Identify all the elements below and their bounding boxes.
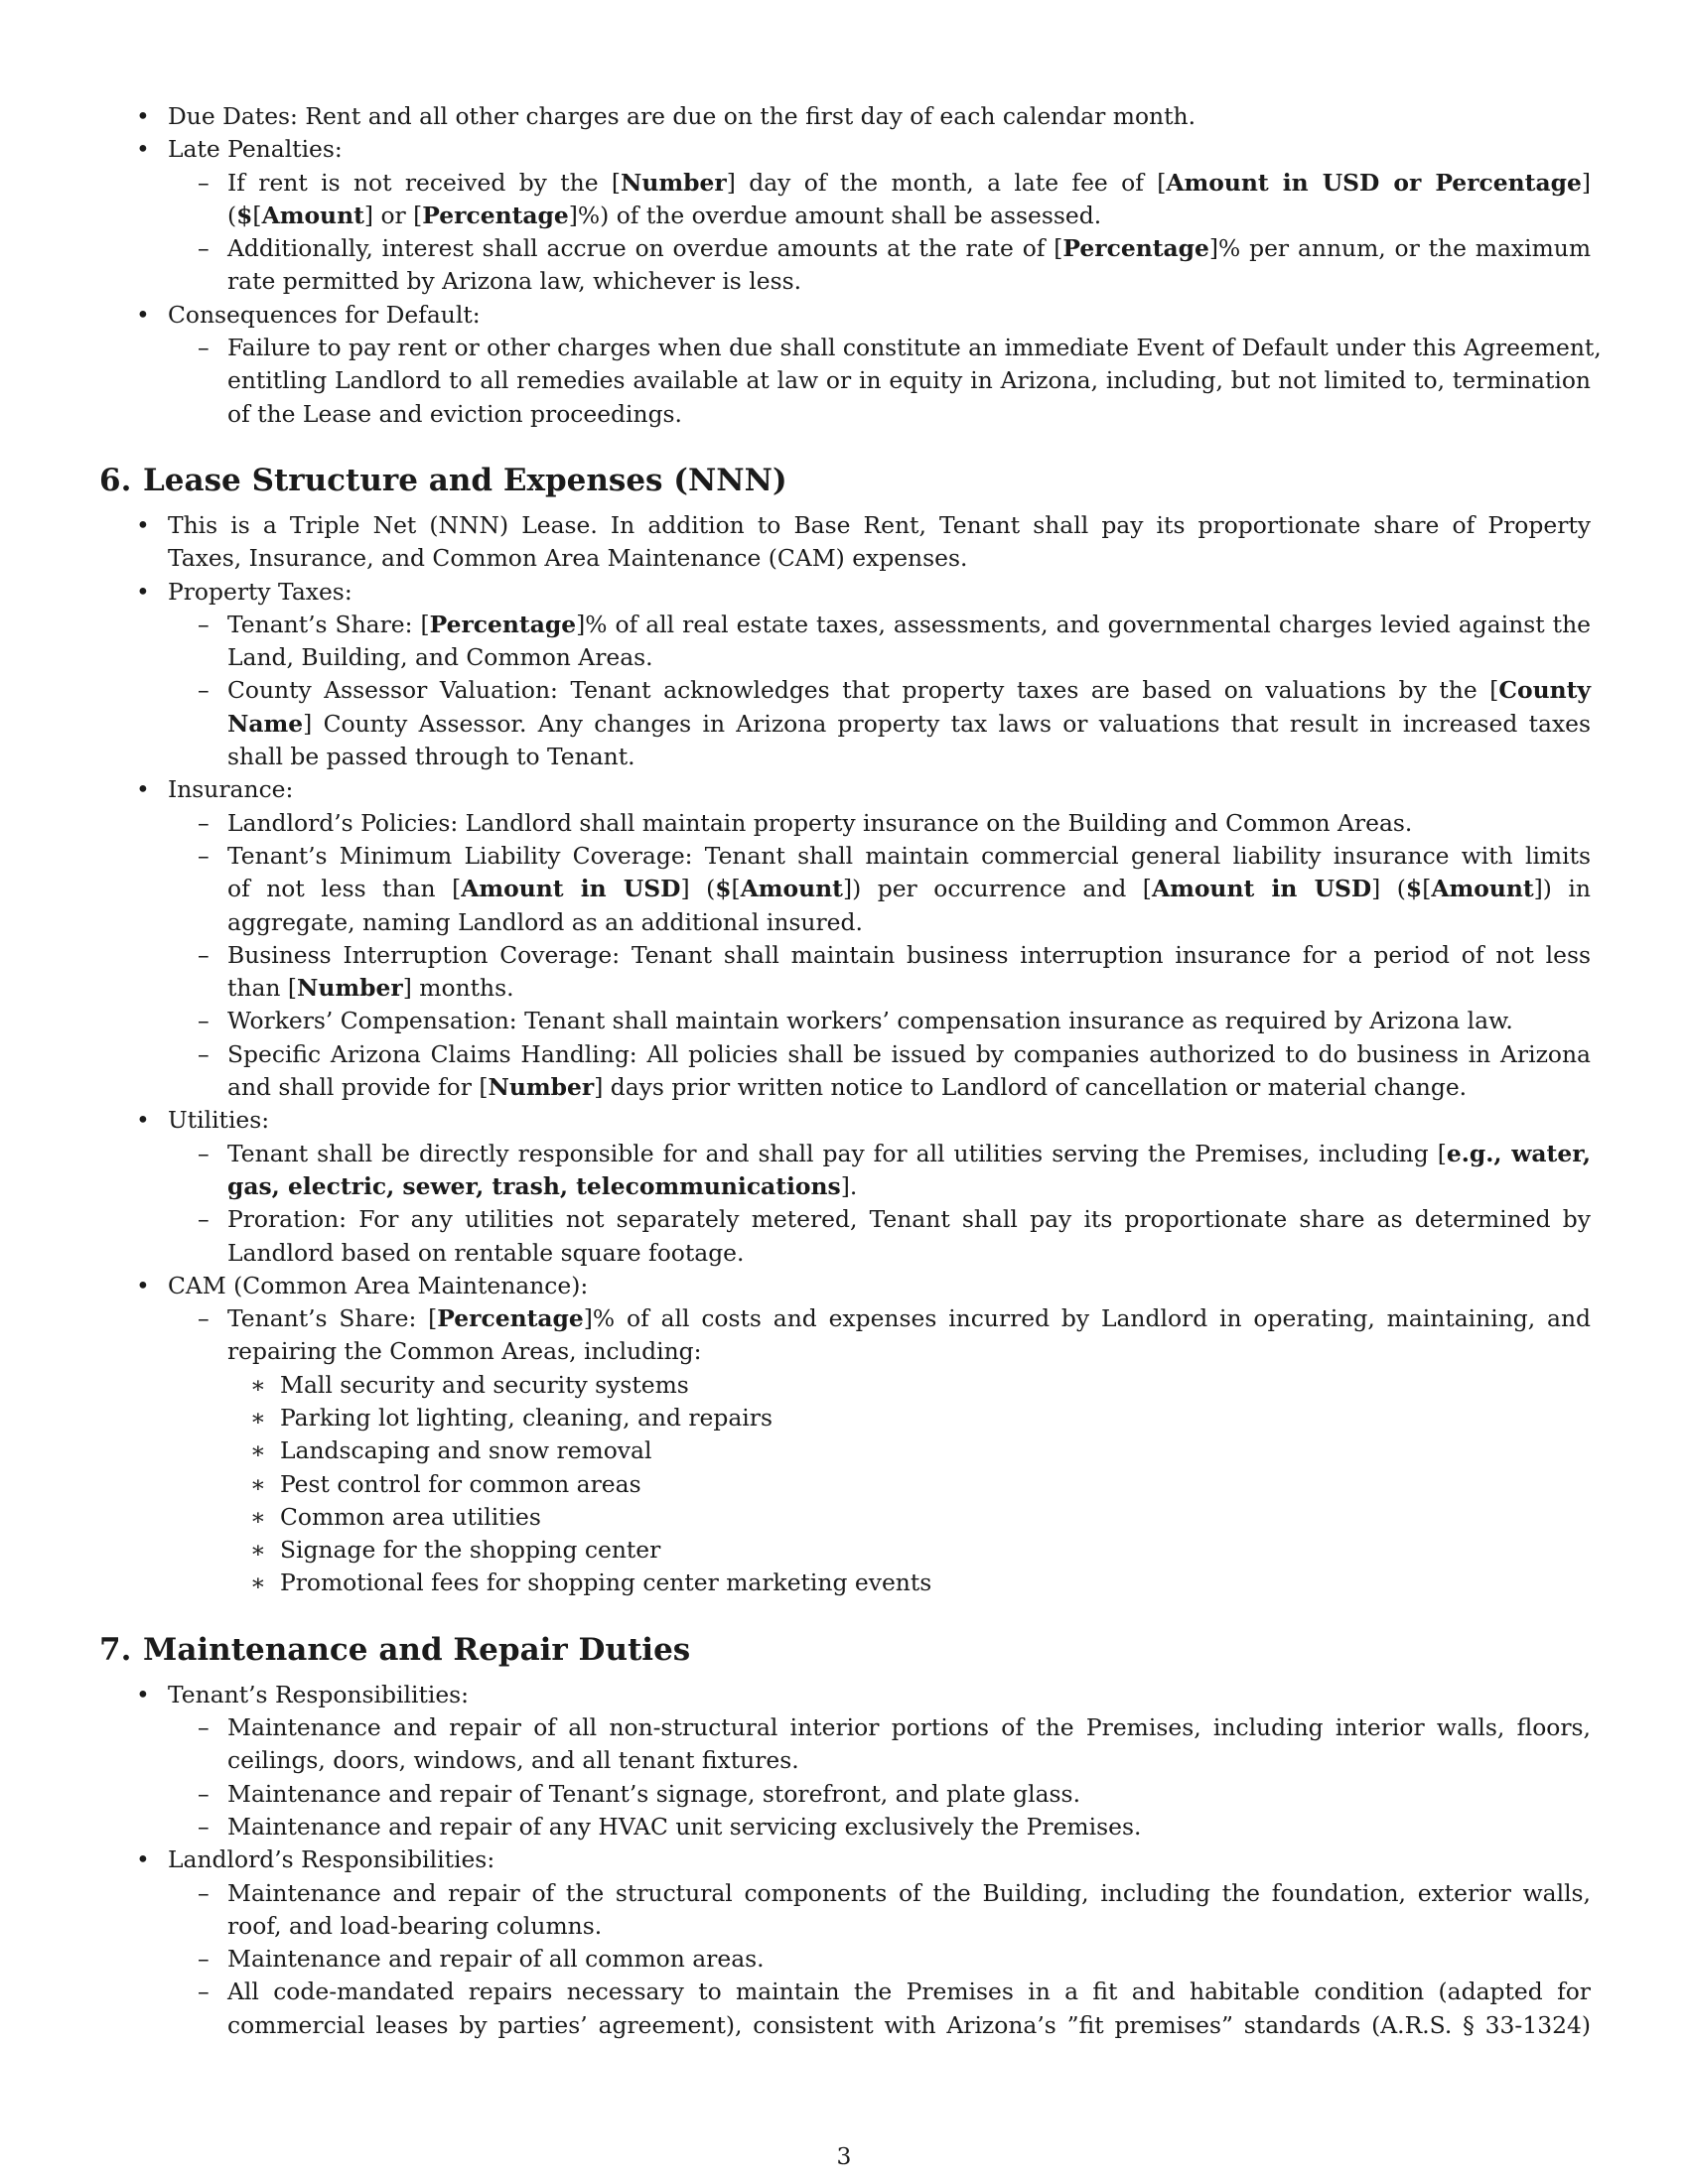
text-run: Maintenance and repair of all common areas.	[227, 1945, 765, 1974]
bullet-marker: •	[136, 1845, 150, 1874]
text-run: shall be passed through to Tenant.	[227, 743, 635, 771]
placeholder-field: County	[1498, 676, 1591, 705]
list-item-landlord-resp	[99, 1843, 1591, 1876]
text-run: This is a Triple Net (NNN) Lease. In addition to Base Rent, Tenant shall pay its proportionate share of Property	[168, 510, 1591, 539]
dash-marker: –	[198, 841, 210, 870]
text-run: (	[227, 201, 237, 229]
section-7-heading	[99, 1630, 1591, 1670]
star-marker: ∗	[250, 1536, 266, 1565]
text-run: ] (	[1371, 875, 1406, 903]
bullet-marker: •	[136, 775, 150, 804]
text-run: Due Dates: Rent and all other charges are due on the first day of each calendar month.	[168, 102, 1196, 130]
text-run: commercial leases by parties’ agreement), consistent with Arizona’s ”fit premises” standards (A.R.S. § 33-1324)	[227, 2010, 1591, 2039]
text-run: Failure to pay rent or other charges when due shall constitute an immediate Event of Default under this Agreement,	[227, 334, 1602, 362]
list-item-continuation	[99, 873, 1591, 905]
text-run: Common area utilities	[280, 1502, 541, 1531]
list-item-property-taxes	[99, 576, 1591, 609]
text-run: aggregate, naming Landlord as an additional insured.	[227, 907, 863, 936]
list-item-liability	[99, 840, 1591, 873]
text-run: roof, and load-bearing columns.	[227, 1911, 603, 1940]
dash-marker: –	[198, 1945, 210, 1974]
text-run: Specific Arizona Claims Handling: All policies shall be issued by companies authorized to do business in Arizona	[227, 1039, 1591, 1068]
list-item-continuation	[99, 1071, 1591, 1104]
list-item-continuation	[99, 972, 1591, 1005]
placeholder-field: Number	[297, 974, 403, 1003]
star-marker: ∗	[250, 1403, 266, 1432]
list-item-continuation	[99, 2009, 1591, 2042]
bullet-marker: •	[136, 510, 150, 539]
text-run: ].	[840, 1171, 858, 1200]
list-item-tenant-interior	[99, 1711, 1591, 1744]
star-marker: ∗	[250, 1436, 266, 1465]
list-item-continuation	[99, 1910, 1591, 1943]
text-run: ] day of the month, a late fee of [	[726, 168, 1167, 197]
dash-marker: –	[198, 1205, 210, 1234]
text-run: Maintenance and repair of any HVAC unit servicing exclusively the Premises.	[227, 1812, 1142, 1841]
text-run: ]% of all costs and expenses incurred by Landlord in operating, maintaining, and	[583, 1304, 1591, 1333]
placeholder-field: Percentage	[429, 610, 577, 638]
list-item-tenant-hvac	[99, 1811, 1591, 1843]
text-run: and shall provide for [	[227, 1073, 489, 1102]
list-item-continuation	[99, 398, 1591, 431]
section-number: 7.	[99, 1631, 132, 1668]
text-run: ]) in	[1533, 875, 1591, 903]
dash-marker: –	[198, 940, 210, 969]
text-run: ] or [	[363, 201, 423, 229]
placeholder-field: Number	[621, 168, 727, 197]
page-content	[99, 100, 1602, 2042]
list-item-continuation	[99, 200, 1591, 232]
placeholder-field: Name	[227, 709, 304, 738]
text-run: Landlord based on rentable square footage.	[227, 1238, 745, 1267]
text-run: [	[1422, 875, 1432, 903]
list-item-landlord-code	[99, 1976, 1591, 2008]
text-run: Landlord’s Policies: Landlord shall maintain property insurance on the Building and Common Areas.	[227, 808, 1413, 837]
text-run: ]% per annum, or the maximum	[1208, 234, 1592, 263]
text-run: Promotional fees for shopping center marketing events	[280, 1569, 932, 1597]
list-item-cam-share	[99, 1302, 1591, 1335]
list-item-due-dates	[99, 100, 1591, 133]
dash-marker: –	[198, 1978, 210, 2006]
list-item-continuation	[99, 542, 1591, 575]
placeholder-field: gas, electric, sewer, trash, telecommunications	[227, 1171, 841, 1200]
text-run: County Assessor Valuation: Tenant acknowledges that property taxes are based on valuations by the [	[227, 676, 1499, 705]
placeholder-field: Number	[488, 1073, 595, 1102]
dash-marker: –	[198, 1304, 210, 1333]
text-run: of the Lease and eviction proceedings.	[227, 399, 682, 428]
bullet-marker: •	[136, 577, 150, 606]
list-item-landlord-structural	[99, 1877, 1591, 1910]
list-item-late-fee	[99, 167, 1591, 200]
text-run: Late Penalties:	[168, 135, 343, 164]
list-item-cam-item-6	[99, 1534, 1591, 1567]
list-item-continuation	[99, 1744, 1591, 1777]
list-item-interruption	[99, 939, 1591, 972]
text-run: ]) per occurrence and [	[842, 875, 1152, 903]
text-run: Mall security and security systems	[280, 1370, 689, 1399]
list-item-continuation	[99, 1237, 1591, 1270]
text-run: Workers’ Compensation: Tenant shall maintain workers’ compensation insurance as required by Arizona law.	[227, 1007, 1513, 1035]
list-item-continuation	[99, 641, 1591, 674]
text-run: Tenant’s Minimum Liability Coverage: Tenant shall maintain commercial general liability insurance with limits	[227, 841, 1591, 870]
list-item-landlord-policies	[99, 807, 1591, 840]
list-item-claims	[99, 1038, 1591, 1071]
text-run: Maintenance and repair of Tenant’s signage, storefront, and plate glass.	[227, 1779, 1080, 1808]
bullet-marker: •	[136, 1106, 150, 1135]
list-item-continuation	[99, 364, 1591, 397]
list-item-workers-comp	[99, 1005, 1591, 1037]
bullet-marker: •	[136, 135, 150, 164]
star-marker: ∗	[250, 1370, 266, 1399]
text-run: ] months.	[402, 974, 514, 1003]
text-run: entitling Landlord to all remedies available at law or in equity in Arizona, including, but not limited to, termination	[227, 366, 1591, 395]
list-item-continuation	[99, 906, 1591, 939]
star-marker: ∗	[250, 1502, 266, 1531]
list-item-continuation	[99, 1335, 1591, 1368]
dash-marker: –	[198, 1812, 210, 1841]
text-run: If rent is not received by the [	[227, 168, 622, 197]
text-run: ] County Assessor. Any changes in Arizona property tax laws or valuations that result in increased taxes	[303, 709, 1591, 738]
list-item-cam-item-2	[99, 1402, 1591, 1434]
section-title: Lease Structure and Expenses (NNN)	[143, 462, 787, 498]
list-item-cam-item-5	[99, 1501, 1591, 1534]
section-title: Maintenance and Repair Duties	[143, 1631, 691, 1668]
list-item-cam-item-4	[99, 1468, 1591, 1501]
text-run: [	[731, 875, 741, 903]
page-number: 3	[836, 2142, 852, 2170]
text-run: Tenant’s Responsibilities:	[168, 1680, 470, 1708]
placeholder-field: e.g., water,	[1446, 1139, 1591, 1167]
dash-marker: –	[198, 676, 210, 705]
list-item-cam-item-3	[99, 1434, 1591, 1467]
list-item-cam-item-1	[99, 1369, 1591, 1402]
list-item-cam	[99, 1270, 1591, 1302]
dash-marker: –	[198, 1039, 210, 1068]
section-number: 6.	[99, 462, 132, 498]
section-6-heading	[99, 461, 1591, 500]
dash-marker: –	[198, 334, 210, 362]
text-run: Insurance:	[168, 775, 294, 804]
list-item-assessor	[99, 674, 1591, 707]
dash-marker: –	[198, 1139, 210, 1167]
placeholder-field: Percentage	[1062, 234, 1209, 263]
list-item-default	[99, 299, 1591, 332]
placeholder-field: $	[715, 875, 732, 903]
dash-marker: –	[198, 610, 210, 638]
text-run: Landlord’s Responsibilities:	[168, 1845, 495, 1874]
text-run: Tenant’s Share: [	[227, 610, 430, 638]
text-run: repairing the Common Areas, including:	[227, 1337, 702, 1366]
placeholder-field: Amount	[740, 875, 843, 903]
text-run: Land, Building, and Common Areas.	[227, 643, 653, 672]
text-run: ] (	[680, 875, 716, 903]
bullet-marker: •	[136, 1680, 150, 1708]
list-item-tenant-resp	[99, 1679, 1591, 1711]
list-item-continuation	[99, 741, 1591, 773]
text-run: Consequences for Default:	[168, 300, 481, 329]
text-run: Pest control for common areas	[280, 1469, 641, 1498]
text-run: Maintenance and repair of all non-structural interior portions of the Premises, including interior walls, floors,	[227, 1713, 1591, 1742]
list-item-default-failure	[99, 332, 1602, 364]
dash-marker: –	[198, 1779, 210, 1808]
text-run: ]	[1581, 168, 1591, 197]
bullet-marker: •	[136, 1271, 150, 1299]
text-run: ]%) of the overdue amount shall be assessed.	[568, 201, 1102, 229]
dash-marker: –	[198, 808, 210, 837]
star-marker: ∗	[250, 1469, 266, 1498]
list-item-interest	[99, 232, 1591, 265]
list-item-nnn	[99, 509, 1591, 542]
text-run: Tenant’s Share: [	[227, 1304, 438, 1333]
text-run: Parking lot lighting, cleaning, and repairs	[280, 1403, 773, 1432]
text-run: Proration: For any utilities not separately metered, Tenant shall pay its proportionate share as determined by	[227, 1205, 1591, 1234]
text-run: rate permitted by Arizona law, whichever is less.	[227, 267, 802, 296]
star-marker: ∗	[250, 1569, 266, 1597]
text-run: ]% of all real estate taxes, assessments, and governmental charges levied against the	[576, 610, 1591, 638]
text-run: Property Taxes:	[168, 577, 352, 606]
placeholder-field: Amount	[261, 201, 364, 229]
text-run: [	[252, 201, 262, 229]
text-run: Signage for the shopping center	[280, 1536, 661, 1565]
list-item-landlord-common	[99, 1943, 1591, 1976]
text-run: than [	[227, 974, 298, 1003]
list-item-utilities	[99, 1104, 1591, 1137]
dash-marker: –	[198, 1878, 210, 1907]
list-item-tenant-signage	[99, 1778, 1591, 1811]
text-run: Utilities:	[168, 1106, 270, 1135]
dash-marker: –	[198, 234, 210, 263]
placeholder-field: Amount in USD	[1151, 875, 1372, 903]
list-item-proration	[99, 1203, 1591, 1236]
placeholder-field: Percentage	[422, 201, 569, 229]
text-run: Maintenance and repair of the structural components of the Building, including the foundation, exterior walls,	[227, 1878, 1591, 1907]
list-item-late-penalties	[99, 133, 1591, 166]
text-run: ceilings, doors, windows, and all tenant fixtures.	[227, 1746, 799, 1775]
placeholder-field: Amount in USD or Percentage	[1166, 168, 1582, 197]
placeholder-field: Amount in USD	[461, 875, 681, 903]
dash-marker: –	[198, 168, 210, 197]
text-run: Tenant shall be directly responsible for and shall pay for all utilities serving the Premises, including [	[227, 1139, 1447, 1167]
text-run: All code-mandated repairs necessary to maintain the Premises in a fit and habitable condition (adapted for	[227, 1978, 1591, 2006]
placeholder-field: $	[236, 201, 253, 229]
text-run: CAM (Common Area Maintenance):	[168, 1271, 589, 1299]
placeholder-field: Amount	[1431, 875, 1534, 903]
bullet-marker: •	[136, 300, 150, 329]
text-run: of not less than [	[227, 875, 462, 903]
list-item-cam-item-7	[99, 1567, 1591, 1599]
list-item-insurance	[99, 773, 1591, 806]
list-item-continuation	[99, 265, 1591, 298]
text-run: Landscaping and snow removal	[280, 1436, 652, 1465]
placeholder-field: Percentage	[437, 1304, 584, 1333]
text-run: Additionally, interest shall accrue on overdue amounts at the rate of [	[227, 234, 1063, 263]
text-run: Taxes, Insurance, and Common Area Maintenance (CAM) expenses.	[168, 544, 968, 573]
text-run: ] days prior written notice to Landlord of cancellation or material change.	[594, 1073, 1468, 1102]
bullet-marker: •	[136, 102, 150, 130]
list-item-tax-share	[99, 609, 1591, 641]
placeholder-field: $	[1405, 875, 1423, 903]
list-item-continuation	[99, 1170, 1591, 1203]
text-run: Business Interruption Coverage: Tenant shall maintain business interruption insurance for a period of not less	[227, 940, 1591, 969]
dash-marker: –	[198, 1713, 210, 1742]
list-item-continuation	[99, 708, 1591, 741]
dash-marker: –	[198, 1007, 210, 1035]
list-item-utilities-resp	[99, 1138, 1591, 1170]
